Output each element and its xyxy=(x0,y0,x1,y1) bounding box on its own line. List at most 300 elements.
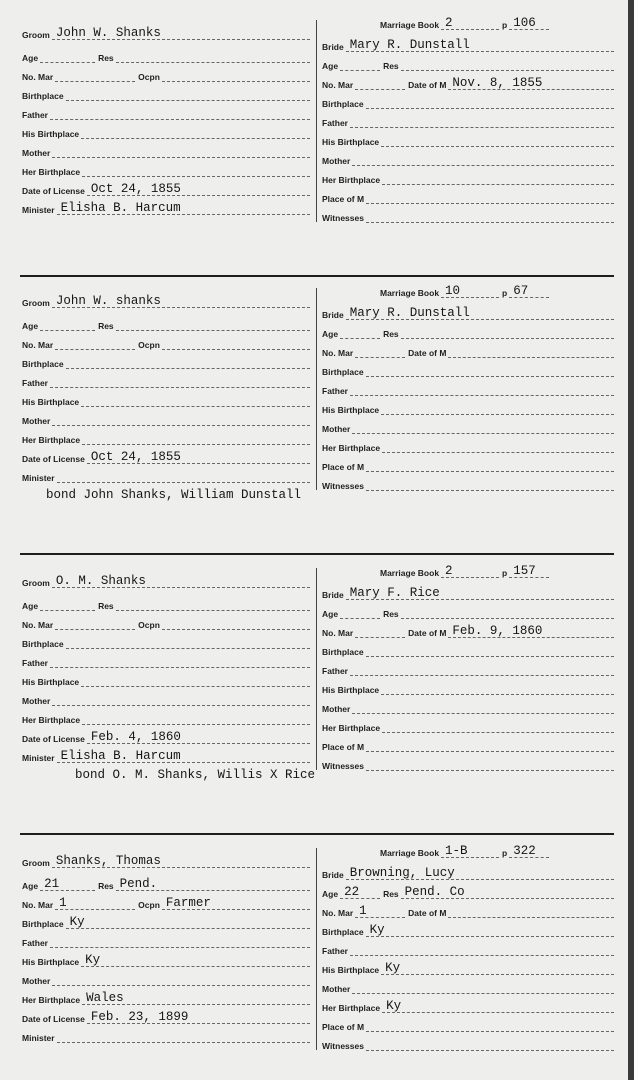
bride-res-line xyxy=(401,59,614,71)
label-birthplace: Birthplace xyxy=(322,367,364,377)
bride-row-bnomar xyxy=(322,904,614,918)
bride-row-witnesses xyxy=(322,209,614,223)
bond-note: bond O. M. Shanks, Willis X Rice xyxy=(75,768,316,782)
page-number-value: 157 xyxy=(513,564,536,578)
groom-row-nomar xyxy=(22,68,310,82)
groom-res-value: Pend. xyxy=(119,877,158,891)
scan-edge xyxy=(628,0,634,1080)
bride-row-b_her_birthplace xyxy=(322,999,614,1013)
bride-row-b_his_birthplace xyxy=(322,401,614,415)
bride-b_birthplace-line xyxy=(366,645,614,657)
groom-row-father xyxy=(22,654,310,668)
groom-row-birthplace xyxy=(22,355,310,369)
bride-row-bnomar xyxy=(322,624,614,638)
groom-birthplace-line xyxy=(66,917,310,929)
groom-row-date_of_license xyxy=(22,730,310,744)
groom-date_of_license-line xyxy=(87,732,310,744)
groom-minister-line xyxy=(57,203,310,215)
groom-birthplace-line xyxy=(66,637,310,649)
bride-witnesses-line xyxy=(366,1039,614,1051)
page-number-value: 67 xyxy=(513,284,529,298)
groom-her_birthplace-line xyxy=(82,433,310,445)
page-number-value: 106 xyxy=(513,16,536,30)
groom-mother-line xyxy=(52,694,310,706)
label-no_mar: No. Mar xyxy=(322,908,354,918)
label-no_mar: No. Mar xyxy=(22,72,54,82)
groom-birthplace-line xyxy=(66,357,310,369)
label-date-of-m: Date of M xyxy=(408,628,447,638)
bride-row-b_his_birthplace xyxy=(322,961,614,975)
label-mother: Mother xyxy=(22,976,51,986)
bride-age-line xyxy=(340,327,380,339)
bride-b_mother-line xyxy=(352,982,614,994)
groom-row-father xyxy=(22,374,310,388)
label-no_mar: No. Mar xyxy=(322,80,354,90)
groom-groom-line xyxy=(52,576,310,588)
groom-his_birthplace-value: Ky xyxy=(85,953,101,967)
label-ocpn: Ocpn xyxy=(138,340,160,350)
groom-groom-line xyxy=(52,296,310,308)
label-her_birthplace: Her Birthplace xyxy=(22,167,81,177)
bride-row-b_birthplace xyxy=(322,643,614,657)
groom-row-age2 xyxy=(22,597,310,611)
label-birthplace: Birthplace xyxy=(22,359,64,369)
groom-date_of_license-line xyxy=(87,452,310,464)
label-his_birthplace: His Birthplace xyxy=(22,397,80,407)
bride-place_of_m-line xyxy=(366,460,614,472)
record-separator xyxy=(20,553,614,555)
label-birthplace: Birthplace xyxy=(322,99,364,109)
bride-date-of-m-line xyxy=(448,346,614,358)
bride-date-of-m-value: Feb. 9, 1860 xyxy=(452,624,543,638)
marriage-book-ref xyxy=(380,844,555,858)
label-minister: Minister xyxy=(22,1033,55,1043)
bride-b_father-line xyxy=(350,384,614,396)
label-date-of-m: Date of M xyxy=(408,908,447,918)
groom-date_of_license-value: Feb. 4, 1860 xyxy=(90,730,181,744)
bride-row-b_his_birthplace xyxy=(322,133,614,147)
label-no_mar: No. Mar xyxy=(22,340,54,350)
groom-ocpn-value: Farmer xyxy=(165,896,211,910)
record-separator xyxy=(20,833,614,835)
bride-witnesses-line xyxy=(366,211,614,223)
groom-row-his_birthplace xyxy=(22,393,310,407)
bride-row-place_of_m xyxy=(322,1018,614,1032)
groom-row-her_birthplace xyxy=(22,431,310,445)
groom-ocpn-line xyxy=(162,338,310,350)
bride-row-place_of_m xyxy=(322,190,614,204)
bride-witnesses-line xyxy=(366,479,614,491)
bride-row-b_father xyxy=(322,662,614,676)
bride-row-place_of_m xyxy=(322,738,614,752)
bride-age-value: 22 xyxy=(344,885,360,899)
bride-b_father-line xyxy=(350,664,614,676)
groom-row-date_of_license xyxy=(22,182,310,196)
bride-b_birthplace-line xyxy=(366,925,614,937)
groom-date_of_license-line xyxy=(87,184,310,196)
bond-note: bond John Shanks, William Dunstall xyxy=(46,488,302,502)
label-mother: Mother xyxy=(322,424,351,434)
groom-his_birthplace-line xyxy=(81,395,310,407)
bride-b_father-line xyxy=(350,944,614,956)
groom-row-age2 xyxy=(22,877,310,891)
groom-groom-value: O. M. Shanks xyxy=(55,574,146,588)
groom-groom-value: John W. shanks xyxy=(55,294,161,308)
groom-row-groom xyxy=(22,854,310,868)
groom-no-mar-line xyxy=(55,618,135,630)
groom-groom-value: Shanks, Thomas xyxy=(55,854,161,868)
groom-row-his_birthplace xyxy=(22,673,310,687)
groom-row-birthplace xyxy=(22,915,310,929)
marriage-book-label: Marriage Book xyxy=(380,568,440,578)
groom-mother-line xyxy=(52,974,310,986)
book-number-line xyxy=(441,18,499,30)
groom-row-nomar xyxy=(22,616,310,630)
groom-minister-line xyxy=(57,751,310,763)
groom-age-line xyxy=(40,599,95,611)
book-number-value: 1-B xyxy=(445,844,468,858)
groom-minister-value: Elisha B. Harcum xyxy=(60,201,181,215)
label-place_of_m: Place of M xyxy=(322,462,365,472)
label-minister: Minister xyxy=(22,205,55,215)
label-date_of_license: Date of License xyxy=(22,186,85,196)
bride-b_her_birthplace-line xyxy=(382,721,614,733)
label-his_birthplace: His Birthplace xyxy=(322,685,380,695)
bride-row-b_father xyxy=(322,382,614,396)
label-age: Age xyxy=(322,889,339,899)
bride-res-value: Pend. Co xyxy=(404,885,465,899)
bride-no-mar-value: 1 xyxy=(359,904,367,918)
label-father: Father xyxy=(22,658,48,668)
marriage-book-ref xyxy=(380,16,555,30)
groom-row-minister xyxy=(22,1029,310,1043)
label-minister: Minister xyxy=(22,753,55,763)
bride-row-b_her_birthplace xyxy=(322,439,614,453)
page-label: p xyxy=(502,568,508,578)
bride-b_his_birthplace-line xyxy=(381,135,614,147)
label-res: Res xyxy=(98,53,114,63)
groom-birthplace-value: Ky xyxy=(69,915,85,929)
groom-her_birthplace-value: Wales xyxy=(86,991,124,1005)
label-res: Res xyxy=(383,61,399,71)
bride-age-line xyxy=(340,59,380,71)
label-bride: Bride xyxy=(322,870,344,880)
label-witnesses: Witnesses xyxy=(322,481,364,491)
label-ocpn: Ocpn xyxy=(138,620,160,630)
label-date-of-m: Date of M xyxy=(408,80,447,90)
bride-b_his_birthplace-line xyxy=(381,683,614,695)
groom-his_birthplace-line xyxy=(81,127,310,139)
bride-date-of-m-line xyxy=(448,906,614,918)
page-label: p xyxy=(502,848,508,858)
bride-b_father-line xyxy=(350,116,614,128)
groom-her_birthplace-line xyxy=(82,713,310,725)
label-bride: Bride xyxy=(322,42,344,52)
label-his_birthplace: His Birthplace xyxy=(322,137,380,147)
groom-row-birthplace xyxy=(22,87,310,101)
label-date_of_license: Date of License xyxy=(22,734,85,744)
groom-his_birthplace-line xyxy=(81,955,310,967)
label-birthplace: Birthplace xyxy=(322,647,364,657)
groom-groom-line xyxy=(52,856,310,868)
bride-b_birthplace-line xyxy=(366,97,614,109)
bride-row-b_father xyxy=(322,942,614,956)
bride-row-bage xyxy=(322,325,614,339)
bride-b_her_birthplace-line xyxy=(382,1001,614,1013)
record-separator xyxy=(20,275,614,277)
groom-groom-value: John W. Shanks xyxy=(55,26,161,40)
bride-row-b_her_birthplace xyxy=(322,171,614,185)
label-no_mar: No. Mar xyxy=(22,900,54,910)
groom-res-line xyxy=(116,879,310,891)
groom-date_of_license-value: Feb. 23, 1899 xyxy=(90,1010,189,1024)
label-age: Age xyxy=(322,61,339,71)
bride-row-bride xyxy=(322,866,614,880)
label-her_birthplace: Her Birthplace xyxy=(22,715,81,725)
label-father: Father xyxy=(22,938,48,948)
groom-row-nomar xyxy=(22,336,310,350)
label-father: Father xyxy=(322,118,348,128)
groom-father-line xyxy=(50,376,310,388)
label-age: Age xyxy=(322,609,339,619)
groom-row-age2 xyxy=(22,317,310,331)
label-date_of_license: Date of License xyxy=(22,454,85,464)
groom-res-line xyxy=(116,599,310,611)
label-father: Father xyxy=(22,110,48,120)
label-his_birthplace: His Birthplace xyxy=(322,965,380,975)
bride-no-mar-line xyxy=(355,906,405,918)
bride-bride-line xyxy=(346,588,614,600)
book-number-value: 2 xyxy=(445,564,453,578)
label-her_birthplace: Her Birthplace xyxy=(22,435,81,445)
bride-b_her_birthplace-line xyxy=(382,173,614,185)
book-number-line xyxy=(441,566,499,578)
label-birthplace: Birthplace xyxy=(22,919,64,929)
bride-res-line xyxy=(401,327,614,339)
label-no_mar: No. Mar xyxy=(322,348,354,358)
bride-b_birthplace-line xyxy=(366,365,614,377)
groom-father-line xyxy=(50,656,310,668)
bride-place_of_m-line xyxy=(366,1020,614,1032)
groom-birthplace-line xyxy=(66,89,310,101)
label-no_mar: No. Mar xyxy=(322,628,354,638)
label-age: Age xyxy=(22,53,39,63)
bride-bride-value: Mary R. Dunstall xyxy=(349,306,470,320)
groom-date_of_license-line xyxy=(87,1012,310,1024)
page-number-line xyxy=(509,18,549,30)
bride-row-bnomar xyxy=(322,76,614,90)
bride-res-line xyxy=(401,887,614,899)
groom-age-line xyxy=(40,51,95,63)
label-age: Age xyxy=(22,321,39,331)
bride-b_his_birthplace-value: Ky xyxy=(385,961,401,975)
groom-row-groom xyxy=(22,26,310,40)
groom-row-father xyxy=(22,934,310,948)
label-groom: Groom xyxy=(22,858,50,868)
bride-witnesses-line xyxy=(366,759,614,771)
groom-no-mar-line xyxy=(55,898,135,910)
label-res: Res xyxy=(98,601,114,611)
label-place_of_m: Place of M xyxy=(322,1022,365,1032)
groom-row-minister xyxy=(22,201,310,215)
label-his_birthplace: His Birthplace xyxy=(22,129,80,139)
groom-age-value: 21 xyxy=(44,877,60,891)
groom-row-minister xyxy=(22,749,310,763)
label-bride: Bride xyxy=(322,310,344,320)
bride-row-b_birthplace xyxy=(322,363,614,377)
label-res: Res xyxy=(98,321,114,331)
page-number-line xyxy=(509,566,549,578)
label-no_mar: No. Mar xyxy=(22,620,54,630)
groom-father-line xyxy=(50,936,310,948)
label-ocpn: Ocpn xyxy=(138,72,160,82)
bride-age-line xyxy=(340,607,380,619)
bride-b_his_birthplace-line xyxy=(381,403,614,415)
bride-b_mother-line xyxy=(352,154,614,166)
bride-row-b_mother xyxy=(322,700,614,714)
label-her_birthplace: Her Birthplace xyxy=(22,995,81,1005)
bride-row-b_his_birthplace xyxy=(322,681,614,695)
label-her_birthplace: Her Birthplace xyxy=(322,723,381,733)
record-divider xyxy=(316,568,317,770)
groom-res-line xyxy=(116,319,310,331)
label-place_of_m: Place of M xyxy=(322,194,365,204)
bride-bride-line xyxy=(346,868,614,880)
label-res: Res xyxy=(383,889,399,899)
bride-row-witnesses xyxy=(322,757,614,771)
groom-row-nomar xyxy=(22,896,310,910)
label-groom: Groom xyxy=(22,30,50,40)
groom-row-date_of_license xyxy=(22,1010,310,1024)
marriage-book-ref xyxy=(380,564,555,578)
label-age: Age xyxy=(322,329,339,339)
bride-b_her_birthplace-value: Ky xyxy=(386,999,402,1013)
groom-ocpn-line xyxy=(162,70,310,82)
label-date-of-m: Date of M xyxy=(408,348,447,358)
book-number-value: 10 xyxy=(445,284,461,298)
bride-res-line xyxy=(401,607,614,619)
groom-ocpn-line xyxy=(162,898,310,910)
groom-row-her_birthplace xyxy=(22,991,310,1005)
label-birthplace: Birthplace xyxy=(322,927,364,937)
groom-row-her_birthplace xyxy=(22,711,310,725)
groom-no-mar-line xyxy=(55,70,135,82)
label-place_of_m: Place of M xyxy=(322,742,365,752)
bride-b_mother-line xyxy=(352,702,614,714)
label-her_birthplace: Her Birthplace xyxy=(322,175,381,185)
bride-row-b_father xyxy=(322,114,614,128)
label-witnesses: Witnesses xyxy=(322,213,364,223)
page-label: p xyxy=(502,288,508,298)
bride-date-of-m-line xyxy=(448,78,614,90)
groom-minister-line xyxy=(57,471,310,483)
record-divider xyxy=(316,848,317,1050)
label-res: Res xyxy=(98,881,114,891)
label-bride: Bride xyxy=(322,590,344,600)
label-her_birthplace: Her Birthplace xyxy=(322,443,381,453)
record-divider xyxy=(316,20,317,222)
groom-row-mother xyxy=(22,412,310,426)
label-father: Father xyxy=(22,378,48,388)
label-father: Father xyxy=(322,666,348,676)
groom-row-mother xyxy=(22,692,310,706)
label-res: Res xyxy=(383,609,399,619)
groom-date_of_license-value: Oct 24, 1855 xyxy=(90,182,181,196)
bride-row-bride xyxy=(322,38,614,52)
groom-mother-line xyxy=(52,414,310,426)
bride-b_birthplace-value: Ky xyxy=(369,923,385,937)
bride-no-mar-line xyxy=(355,78,405,90)
marriage-book-label: Marriage Book xyxy=(380,848,440,858)
groom-her_birthplace-line xyxy=(82,165,310,177)
bride-b_her_birthplace-line xyxy=(382,441,614,453)
label-minister: Minister xyxy=(22,473,55,483)
bride-bride-value: Mary F. Rice xyxy=(349,586,440,600)
groom-row-her_birthplace xyxy=(22,163,310,177)
groom-row-date_of_license xyxy=(22,450,310,464)
bride-bride-line xyxy=(346,40,614,52)
groom-row-age2 xyxy=(22,49,310,63)
bride-row-bage xyxy=(322,605,614,619)
bride-row-bnomar xyxy=(322,344,614,358)
label-mother: Mother xyxy=(322,156,351,166)
groom-row-minister xyxy=(22,469,310,483)
marriage-book-ref xyxy=(380,284,555,298)
book-number-line xyxy=(441,286,499,298)
bride-place_of_m-line xyxy=(366,192,614,204)
bride-row-witnesses xyxy=(322,477,614,491)
label-groom: Groom xyxy=(22,578,50,588)
groom-her_birthplace-line xyxy=(82,993,310,1005)
groom-age-line xyxy=(40,879,95,891)
label-age: Age xyxy=(22,601,39,611)
label-witnesses: Witnesses xyxy=(322,761,364,771)
bride-row-bride xyxy=(322,586,614,600)
bride-row-b_her_birthplace xyxy=(322,719,614,733)
record-divider xyxy=(316,288,317,490)
book-number-value: 2 xyxy=(445,16,453,30)
groom-date_of_license-value: Oct 24, 1855 xyxy=(90,450,181,464)
bride-no-mar-line xyxy=(355,626,405,638)
page-label: p xyxy=(502,20,508,30)
page-number-value: 322 xyxy=(513,844,536,858)
bride-row-bage xyxy=(322,885,614,899)
groom-row-mother xyxy=(22,972,310,986)
label-his_birthplace: His Birthplace xyxy=(322,405,380,415)
label-mother: Mother xyxy=(22,148,51,158)
label-her_birthplace: Her Birthplace xyxy=(322,1003,381,1013)
groom-groom-line xyxy=(52,28,310,40)
label-age: Age xyxy=(22,881,39,891)
groom-minister-line xyxy=(57,1031,310,1043)
groom-row-groom xyxy=(22,574,310,588)
bride-place_of_m-line xyxy=(366,740,614,752)
marriage-book-label: Marriage Book xyxy=(380,288,440,298)
bride-no-mar-line xyxy=(355,346,405,358)
bride-row-witnesses xyxy=(322,1037,614,1051)
groom-row-his_birthplace xyxy=(22,953,310,967)
label-witnesses: Witnesses xyxy=(322,1041,364,1051)
groom-ocpn-line xyxy=(162,618,310,630)
bride-row-b_mother xyxy=(322,980,614,994)
bride-row-b_mother xyxy=(322,420,614,434)
marriage-book-label: Marriage Book xyxy=(380,20,440,30)
label-his_birthplace: His Birthplace xyxy=(22,677,80,687)
groom-row-birthplace xyxy=(22,635,310,649)
label-mother: Mother xyxy=(322,704,351,714)
bride-row-bage xyxy=(322,57,614,71)
bride-row-place_of_m xyxy=(322,458,614,472)
